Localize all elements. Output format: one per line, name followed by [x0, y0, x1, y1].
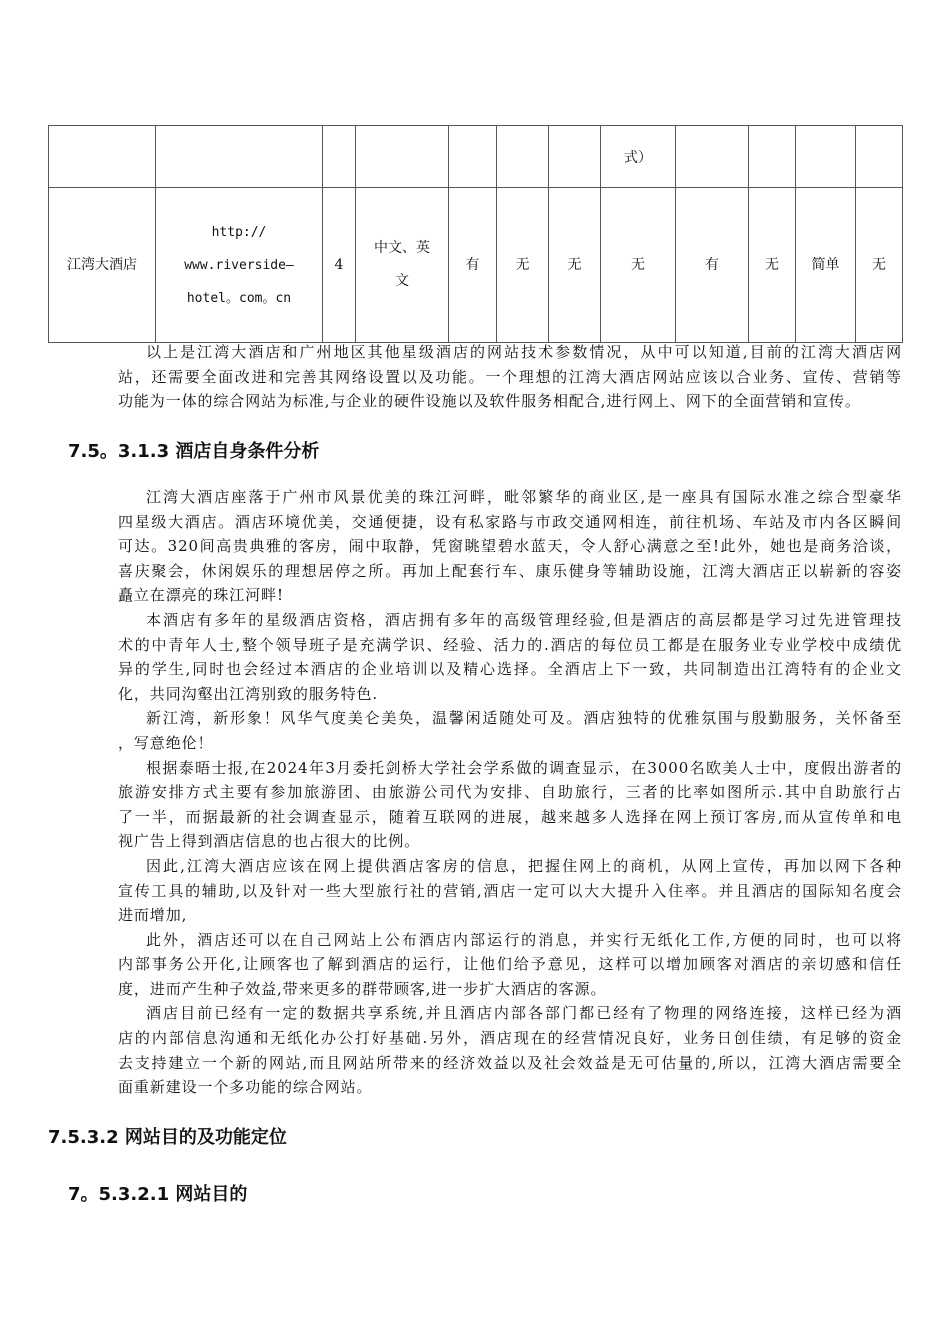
text-line: 根据泰晤士报,在2024年3月委托剑桥大学社会学系做的调查显示，在3000名欧美人士中，度假出游者的: [146, 758, 902, 777]
text-line: 功能为一体的综合网站为标准,与企业的硬件设施以及软件服务相配合,进行网上、网下的全面营销和宣传。: [118, 392, 861, 411]
text-line: ，写意绝伦！: [118, 733, 214, 752]
table-cell: [49, 126, 156, 188]
text-line: 站，还需要全面改进和完善其网络设置以及功能。一个理想的江湾大酒店网站应该以合业务、宣传、营销等: [118, 367, 902, 386]
paragraph: [118, 756, 902, 854]
text-line: 酒店目前已经有一定的数据共享系统,并且酒店内部各部门都已经有了物理的网络连接，这样已经为酒: [146, 1004, 902, 1023]
text-line: 了一半，而据最新的社会调查显示，随着互联网的进展，越来越多人选择在网上预订客房,而从宣传单和电: [118, 807, 902, 826]
text-line: 可达。320间高贵典雅的客房，闹中取静，凭窗眺望碧水蓝天，令人舒心满意之至!此外，她也是商务洽谈，: [118, 537, 902, 556]
table-cell: [549, 126, 601, 188]
text-line: 喜庆聚会，休闲娱乐的理想居停之所。再加上配套行车、康乐健身等辅助设施，江湾大酒店正以崭新的容姿: [118, 561, 902, 580]
url-line: http://: [211, 224, 267, 240]
text-line: 进而增加,: [118, 906, 188, 925]
paragraph: [118, 485, 902, 608]
paragraph-after-table: [118, 340, 902, 414]
table-row: [49, 126, 903, 188]
paragraph: [118, 1001, 902, 1099]
table-cell: [497, 126, 549, 188]
table-cell: [749, 126, 796, 188]
table-cell: 有: [676, 188, 749, 343]
table-cell: 无: [601, 188, 676, 343]
language-cell: [356, 188, 449, 343]
table-cell: [156, 126, 323, 188]
text-line: 宣传工具的辅助,以及针对一些大型旅行社的营销,酒店一定可以大大提升入住率。并且酒店的国际知名度会: [118, 881, 902, 900]
table-cell: 有: [449, 188, 497, 343]
text-line: 新江湾，新形象！风华气度美仑美奂，温馨闲适随处可及。酒店独特的优雅氛围与殷勤服务，关怀备至: [146, 709, 902, 728]
url-line: www.riverside—: [184, 257, 294, 273]
text-line: 内部事务公开化,让顾客也了解到酒店的运行，让他们给予意见，这样可以增加顾客对酒店的亲切感和信任: [118, 955, 902, 974]
subsection-heading: 7。5.3.2.1 网站目的: [68, 1184, 248, 1205]
text-line: 旅游安排方式主要有参加旅游团、由旅游公司代为安排、自助旅行，三者的比率如图所示.其中自助旅行占: [118, 783, 902, 802]
text-line: 本酒店有多年的星级酒店资格，酒店拥有多年的高级管理经验,但是酒店的高层都是学习过先进管理技: [146, 610, 902, 629]
url-cell: [156, 188, 323, 343]
table-row: [49, 188, 903, 343]
paragraph: [118, 928, 902, 1002]
text-line: 矗立在漂亮的珠江河畔!: [118, 586, 284, 605]
text-line: 去支持建立一个新的网站,而且网站所带来的经济效益以及社会效益是无可估量的,所以，江湾大酒店需要全: [118, 1053, 902, 1072]
table-cell: [856, 126, 903, 188]
text-line: 面重新建设一个多功能的综合网站。: [118, 1078, 373, 1097]
table-cell: [676, 126, 749, 188]
text-line: 异的学生,同时也会经过本酒店的企业培训以及精心选择。全酒店上下一致，共同制造出江湾特有的企业文: [118, 660, 902, 679]
stars-cell: 4: [323, 188, 356, 343]
paragraph: [118, 608, 902, 706]
text-line: 以上是江湾大酒店和广州地区其他星级酒店的网站技术参数情况，从中可以知道,目前的江湾大酒店网: [146, 343, 902, 361]
section-heading: 7.5.3.2 网站目的及功能定位: [48, 1127, 287, 1148]
text-line: 视广告上得到酒店信息的也占很大的比例。: [118, 832, 421, 851]
body-text: [118, 485, 902, 1100]
paragraph: [118, 706, 902, 755]
table-cell: 无: [549, 188, 601, 343]
table-cell: [323, 126, 356, 188]
table-cell: 无: [856, 188, 903, 343]
table-cell: 简单: [796, 188, 856, 343]
text-line: 店的内部信息沟通和无纸化办公打好基础.另外，酒店现在的经营情况良好，业务日创佳绩，有足够的资金: [118, 1029, 902, 1048]
hotel-website-comparison-table: [48, 125, 903, 343]
table-cell: 无: [497, 188, 549, 343]
language-line: 中文、英: [374, 240, 430, 256]
table-cell: [356, 126, 449, 188]
section-heading: 7.5。3.1.3 酒店自身条件分析: [68, 441, 320, 462]
table-cell: 式）: [601, 126, 676, 188]
language-line: 文: [395, 273, 409, 289]
text-line: 术的中青年人士,整个领导班子是充满学识、经验、活力的.酒店的每位员工都是在服务业专业学校中成绩优: [118, 635, 902, 654]
text-line: 四星级大酒店。酒店环境优美，交通便捷，设有私家路与市政交通网相连，前往机场、车站及市内各区瞬间: [118, 512, 902, 531]
hotel-name-cell: 江湾大酒店: [49, 188, 156, 343]
text-line: 江湾大酒店座落于广州市风景优美的珠江河畔，毗邻繁华的商业区,是一座具有国际水准之综合型豪华: [146, 488, 902, 506]
table-cell: [796, 126, 856, 188]
table-cell: 无: [749, 188, 796, 343]
table-cell: [449, 126, 497, 188]
paragraph: [118, 854, 902, 928]
text-line: 因此,江湾大酒店应该在网上提供酒店客房的信息，把握住网上的商机，从网上宣传，再加以网下各种: [146, 856, 902, 875]
text-line: 化，共同沟壑出江湾别致的服务特色.: [118, 684, 379, 703]
text-line: 此外，酒店还可以在自己网站上公布酒店内部运行的消息，并实行无纸化工作,方便的同时，也可以将: [146, 930, 902, 949]
url-line: hotel。com。cn: [186, 290, 292, 306]
text-line: 度，进而产生种子效益,带来更多的群带顾客,进一步扩大酒店的客源。: [118, 979, 607, 998]
